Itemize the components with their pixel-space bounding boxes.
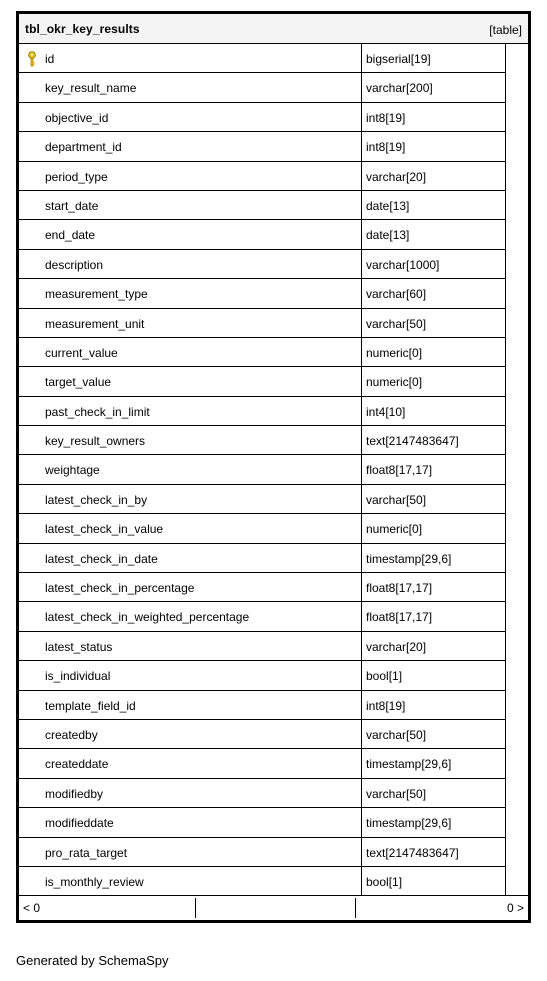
table-row[interactable] [19, 455, 506, 484]
column-name-cell [19, 720, 362, 748]
column-name[interactable]: key_result_owners [45, 434, 146, 449]
footer-divider [355, 898, 356, 918]
column-type: float8[17,17] [366, 610, 433, 625]
table-footer [19, 895, 528, 920]
table-row[interactable] [19, 44, 506, 73]
column-name[interactable]: latest_check_in_weighted_percentage [45, 610, 250, 625]
column-name[interactable]: department_id [45, 140, 122, 155]
column-name[interactable]: id [45, 52, 55, 66]
column-name[interactable]: weightage [45, 463, 100, 478]
table-row[interactable] [19, 426, 506, 455]
column-name-cell [19, 838, 362, 866]
table-name[interactable]: tbl_okr_key_results [25, 22, 140, 36]
column-type: varchar[1000] [366, 257, 440, 272]
column-type-cell [362, 749, 506, 777]
table-row[interactable] [19, 309, 506, 338]
column-name[interactable]: modifieddate [45, 816, 114, 831]
table-type-label: [table] [489, 23, 522, 37]
column-name-cell [19, 279, 362, 307]
column-type: int8[19] [366, 110, 406, 125]
column-name[interactable]: pro_rata_target [45, 845, 128, 860]
column-type-cell [362, 602, 506, 630]
children-count[interactable]: 0 > [506, 901, 524, 915]
table-row[interactable] [19, 338, 506, 367]
column-name-cell [19, 661, 362, 689]
table-row[interactable] [19, 779, 506, 808]
column-type: int4[10] [366, 404, 406, 419]
column-name-cell [19, 397, 362, 425]
table-row[interactable] [19, 867, 506, 896]
column-type: int8[19] [366, 698, 406, 713]
column-name[interactable]: past_check_in_limit [45, 404, 150, 419]
column-name[interactable]: latest_check_in_by [45, 492, 148, 507]
column-name-cell [19, 573, 362, 601]
column-type: numeric[0] [366, 375, 423, 390]
column-name[interactable]: description [45, 257, 104, 272]
table-row[interactable] [19, 103, 506, 132]
column-type-cell [362, 808, 506, 836]
table-row[interactable] [19, 514, 506, 543]
column-name[interactable]: start_date [45, 198, 99, 213]
column-name[interactable]: is_monthly_review [45, 874, 144, 889]
column-type-cell [362, 73, 506, 101]
column-type-cell [362, 544, 506, 572]
column-type: float8[17,17] [366, 463, 433, 478]
column-type: varchar[50] [366, 492, 427, 507]
column-type: varchar[20] [366, 169, 427, 184]
column-type: float8[17,17] [366, 581, 433, 596]
table-row[interactable] [19, 132, 506, 161]
column-list [19, 44, 506, 896]
table-row[interactable] [19, 573, 506, 602]
column-type-cell [362, 397, 506, 425]
column-name[interactable]: measurement_type [45, 287, 148, 302]
column-type-cell [362, 573, 506, 601]
column-name[interactable]: end_date [45, 228, 96, 243]
column-type: bool[1] [366, 669, 403, 684]
column-name-cell [19, 338, 362, 366]
column-name-cell [19, 73, 362, 101]
column-name-cell [19, 103, 362, 131]
column-name[interactable]: createddate [45, 757, 109, 772]
table-row[interactable] [19, 220, 506, 249]
column-type: varchar[60] [366, 287, 427, 302]
column-type-cell [362, 220, 506, 248]
column-name-cell [19, 191, 362, 219]
table-row[interactable] [19, 162, 506, 191]
column-name[interactable]: is_individual [45, 669, 111, 684]
column-type: varchar[20] [366, 639, 427, 654]
column-type-cell [362, 514, 506, 542]
column-name-cell [19, 808, 362, 836]
column-type-cell [362, 455, 506, 483]
column-type-cell [362, 838, 506, 866]
table-row[interactable] [19, 749, 506, 778]
table-row[interactable] [19, 720, 506, 749]
column-name-cell [19, 485, 362, 513]
column-type-cell [362, 191, 506, 219]
column-type-cell [362, 250, 506, 278]
column-type: bool[1] [366, 874, 403, 889]
column-name-cell [19, 632, 362, 660]
column-type-cell [362, 720, 506, 748]
column-name-cell [19, 867, 362, 896]
column-type: varchar[200] [366, 81, 433, 96]
column-type-cell [362, 44, 506, 72]
column-type-cell [362, 691, 506, 719]
column-type-cell [362, 661, 506, 689]
column-type: timestamp[29,6] [366, 551, 452, 566]
right-gutter [506, 44, 528, 895]
column-name-cell [19, 44, 362, 72]
column-type: int8[19] [366, 140, 406, 155]
column-type: date[13] [366, 228, 410, 243]
table-row[interactable] [19, 191, 506, 220]
table-row[interactable] [19, 73, 506, 102]
column-type-cell [362, 279, 506, 307]
column-name[interactable]: latest_check_in_value [45, 522, 164, 537]
table-row[interactable] [19, 279, 506, 308]
column-name-cell [19, 367, 362, 395]
table-row[interactable] [19, 808, 506, 837]
table-row[interactable] [19, 691, 506, 720]
column-type: date[13] [366, 198, 410, 213]
column-name[interactable]: objective_id [45, 110, 109, 125]
table-row[interactable] [19, 632, 506, 661]
table-row[interactable] [19, 397, 506, 426]
column-type-cell [362, 632, 506, 660]
column-name[interactable]: key_result_name [45, 81, 137, 96]
column-name[interactable]: latest_check_in_date [45, 551, 158, 566]
column-name-cell [19, 691, 362, 719]
column-name-cell [19, 250, 362, 278]
column-type-cell [362, 162, 506, 190]
column-name[interactable]: target_value [45, 375, 112, 390]
column-name-cell [19, 162, 362, 190]
column-name-cell [19, 455, 362, 483]
column-name-cell [19, 220, 362, 248]
column-name[interactable]: period_type [45, 169, 108, 184]
column-name[interactable]: latest_check_in_percentage [45, 581, 195, 596]
column-type: text[2147483647] [366, 845, 459, 860]
column-name-cell [19, 544, 362, 572]
table-box [16, 11, 531, 923]
column-type: timestamp[29,6] [366, 816, 452, 831]
column-type-cell [362, 485, 506, 513]
column-name-cell [19, 309, 362, 337]
column-name-cell [19, 749, 362, 777]
column-type: varchar[50] [366, 727, 427, 742]
column-type-cell [362, 132, 506, 160]
table-row[interactable] [19, 485, 506, 514]
column-type: numeric[0] [366, 345, 423, 360]
footer-divider [195, 898, 196, 918]
table-row[interactable] [19, 838, 506, 867]
parents-count[interactable]: < 0 [23, 901, 41, 915]
column-name[interactable]: current_value [45, 345, 118, 360]
column-type: timestamp[29,6] [366, 757, 452, 772]
column-name[interactable]: measurement_unit [45, 316, 145, 331]
column-type-cell [362, 426, 506, 454]
table-row[interactable] [19, 250, 506, 279]
generated-by-label: Generated by SchemaSpy [16, 953, 169, 968]
column-type-cell [362, 367, 506, 395]
column-name-cell [19, 132, 362, 160]
table-row[interactable] [19, 661, 506, 690]
column-name[interactable]: template_field_id [45, 698, 136, 713]
column-type-cell [362, 103, 506, 131]
column-type-cell [362, 309, 506, 337]
key-icon [27, 51, 37, 67]
column-type-cell [362, 338, 506, 366]
column-name-cell [19, 514, 362, 542]
column-type: varchar[50] [366, 786, 427, 801]
column-name[interactable]: latest_status [45, 639, 113, 654]
column-type: numeric[0] [366, 522, 423, 537]
table-row[interactable] [19, 544, 506, 573]
column-type: bigserial[19] [366, 52, 431, 66]
column-type: varchar[50] [366, 316, 427, 331]
table-row[interactable] [19, 367, 506, 396]
column-type: text[2147483647] [366, 434, 459, 449]
column-name-cell [19, 779, 362, 807]
column-name[interactable]: createdby [45, 727, 98, 742]
column-type-cell [362, 779, 506, 807]
column-name-cell [19, 602, 362, 630]
column-type-cell [362, 867, 506, 896]
column-name-cell [19, 426, 362, 454]
table-row[interactable] [19, 602, 506, 631]
table-header [19, 14, 528, 44]
column-name[interactable]: modifiedby [45, 786, 104, 801]
